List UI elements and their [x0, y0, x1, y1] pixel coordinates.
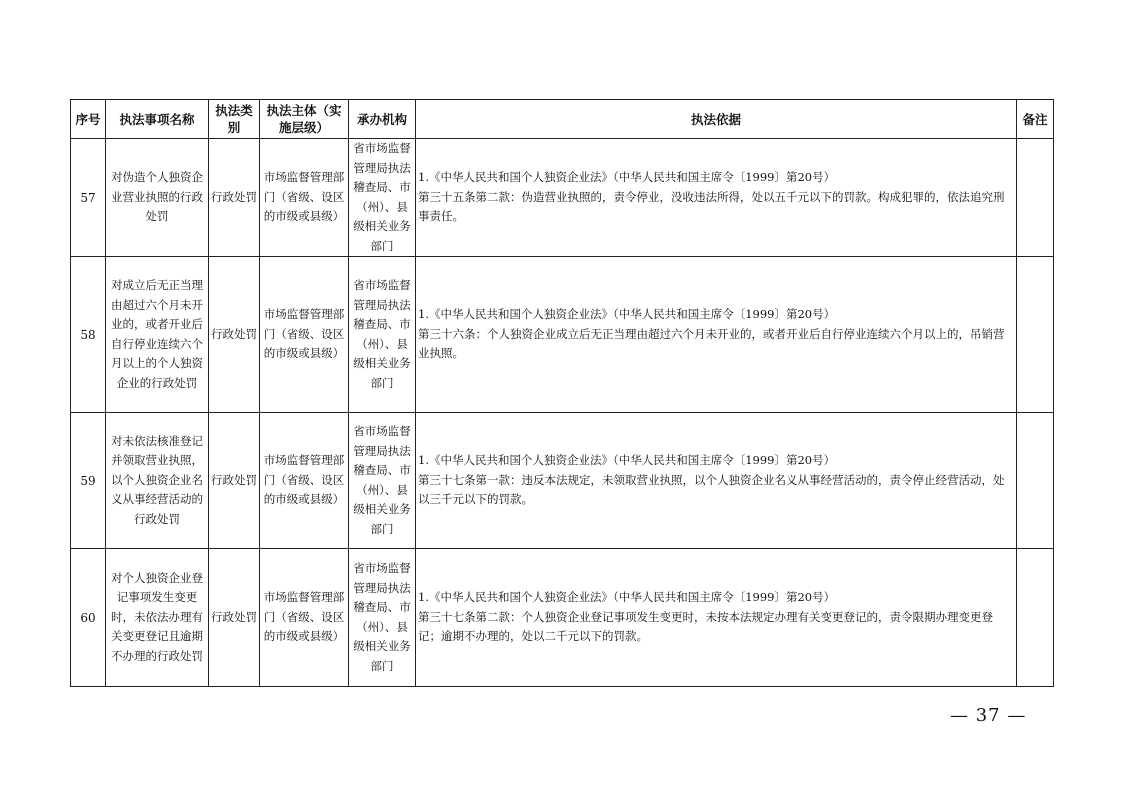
row-category: 行政处罚: [209, 549, 260, 687]
header-basis: 执法依据: [416, 100, 1017, 139]
row-category: 行政处罚: [209, 139, 260, 257]
row-agency: 省市场监督管理局执法稽查局、市（州）、县级相关业务部门: [349, 549, 416, 687]
header-item-name: 执法事项名称: [106, 100, 209, 139]
basis-text: 第三十六条：个人独资企业成立后无正当理由超过六个月未开业的，或者开业后自行停业连续六个月以上的，吊销营业执照。: [418, 326, 1005, 361]
row-subject: 市场监督管理部门（省级、设区的市级或县级）: [260, 549, 349, 687]
basis-text: 第三十五条第二款：伪造营业执照的，责令停业，没收违法所得，处以五千元以下的罚款。构成犯罪的，依法追究刑事责任。: [418, 189, 1005, 224]
row-subject: 市场监督管理部门（省级、设区的市级或县级）: [260, 413, 349, 549]
table-row: [71, 139, 1054, 257]
header-category: 执法类别: [209, 100, 260, 139]
basis-text: 第三十七条第一款：违反本法规定，未领取营业执照，以个人独资企业名义从事经营活动的，责令停止经营活动，处以三千元以下的罚款。: [418, 472, 1005, 507]
row-category: 行政处罚: [209, 413, 260, 549]
row-basis: [416, 413, 1017, 549]
row-note: [1017, 139, 1054, 257]
row-basis: [416, 549, 1017, 687]
row-agency: 省市场监督管理局执法稽查局、市（州）、县级相关业务部门: [349, 139, 416, 257]
row-seq: 58: [71, 257, 106, 413]
table-header-row: [71, 100, 1054, 139]
row-subject: 市场监督管理部门（省级、设区的市级或县级）: [260, 257, 349, 413]
row-seq: 59: [71, 413, 106, 549]
header-agency: 承办机构: [349, 100, 416, 139]
basis-law: 1.《中华人民共和国个人独资企业法》（中华人民共和国主席令〔1999〕第20号）: [418, 170, 836, 185]
row-note: [1017, 413, 1054, 549]
row-item-name: 对成立后无正当理由超过六个月未开业的，或者开业后自行停业连续六个月以上的个人独资企业的行政处罚: [106, 257, 209, 413]
row-note: [1017, 549, 1054, 687]
row-seq: 57: [71, 139, 106, 257]
enforcement-items-table: [70, 99, 1054, 687]
row-seq: 60: [71, 549, 106, 687]
row-category: 行政处罚: [209, 257, 260, 413]
basis-law: 1.《中华人民共和国个人独资企业法》（中华人民共和国主席令〔1999〕第20号）: [418, 453, 836, 468]
row-item-name: 对未依法核准登记并领取营业执照，以个人独资企业名义从事经营活动的行政处罚: [106, 413, 209, 549]
row-basis: [416, 139, 1017, 257]
table-row: [71, 257, 1054, 413]
row-agency: 省市场监督管理局执法稽查局、市（州）、县级相关业务部门: [349, 257, 416, 413]
basis-law: 1.《中华人民共和国个人独资企业法》（中华人民共和国主席令〔1999〕第20号）: [418, 307, 836, 322]
table-row: [71, 413, 1054, 549]
row-note: [1017, 257, 1054, 413]
header-note: 备注: [1017, 100, 1054, 139]
header-seq: 序号: [71, 100, 106, 139]
basis-text: 第三十七条第二款：个人独资企业登记事项发生变更时，未按本法规定办理有关变更登记的，责令限期办理变更登记；逾期不办理的，处以二千元以下的罚款。: [418, 609, 993, 644]
row-item-name: 对个人独资企业登记事项发生变更时，未依法办理有关变更登记且逾期不办理的行政处罚: [106, 549, 209, 687]
row-subject: 市场监督管理部门（省级、设区的市级或县级）: [260, 139, 349, 257]
row-item-name: 对伪造个人独资企业营业执照的行政处罚: [106, 139, 209, 257]
header-subject: 执法主体（实施层级）: [260, 100, 349, 139]
table-row: [71, 549, 1054, 687]
row-agency: 省市场监督管理局执法稽查局、市（州）、县级相关业务部门: [349, 413, 416, 549]
basis-law: 1.《中华人民共和国个人独资企业法》（中华人民共和国主席令〔1999〕第20号）: [418, 590, 836, 605]
page-number: — 37 —: [950, 705, 1027, 726]
row-basis: [416, 257, 1017, 413]
